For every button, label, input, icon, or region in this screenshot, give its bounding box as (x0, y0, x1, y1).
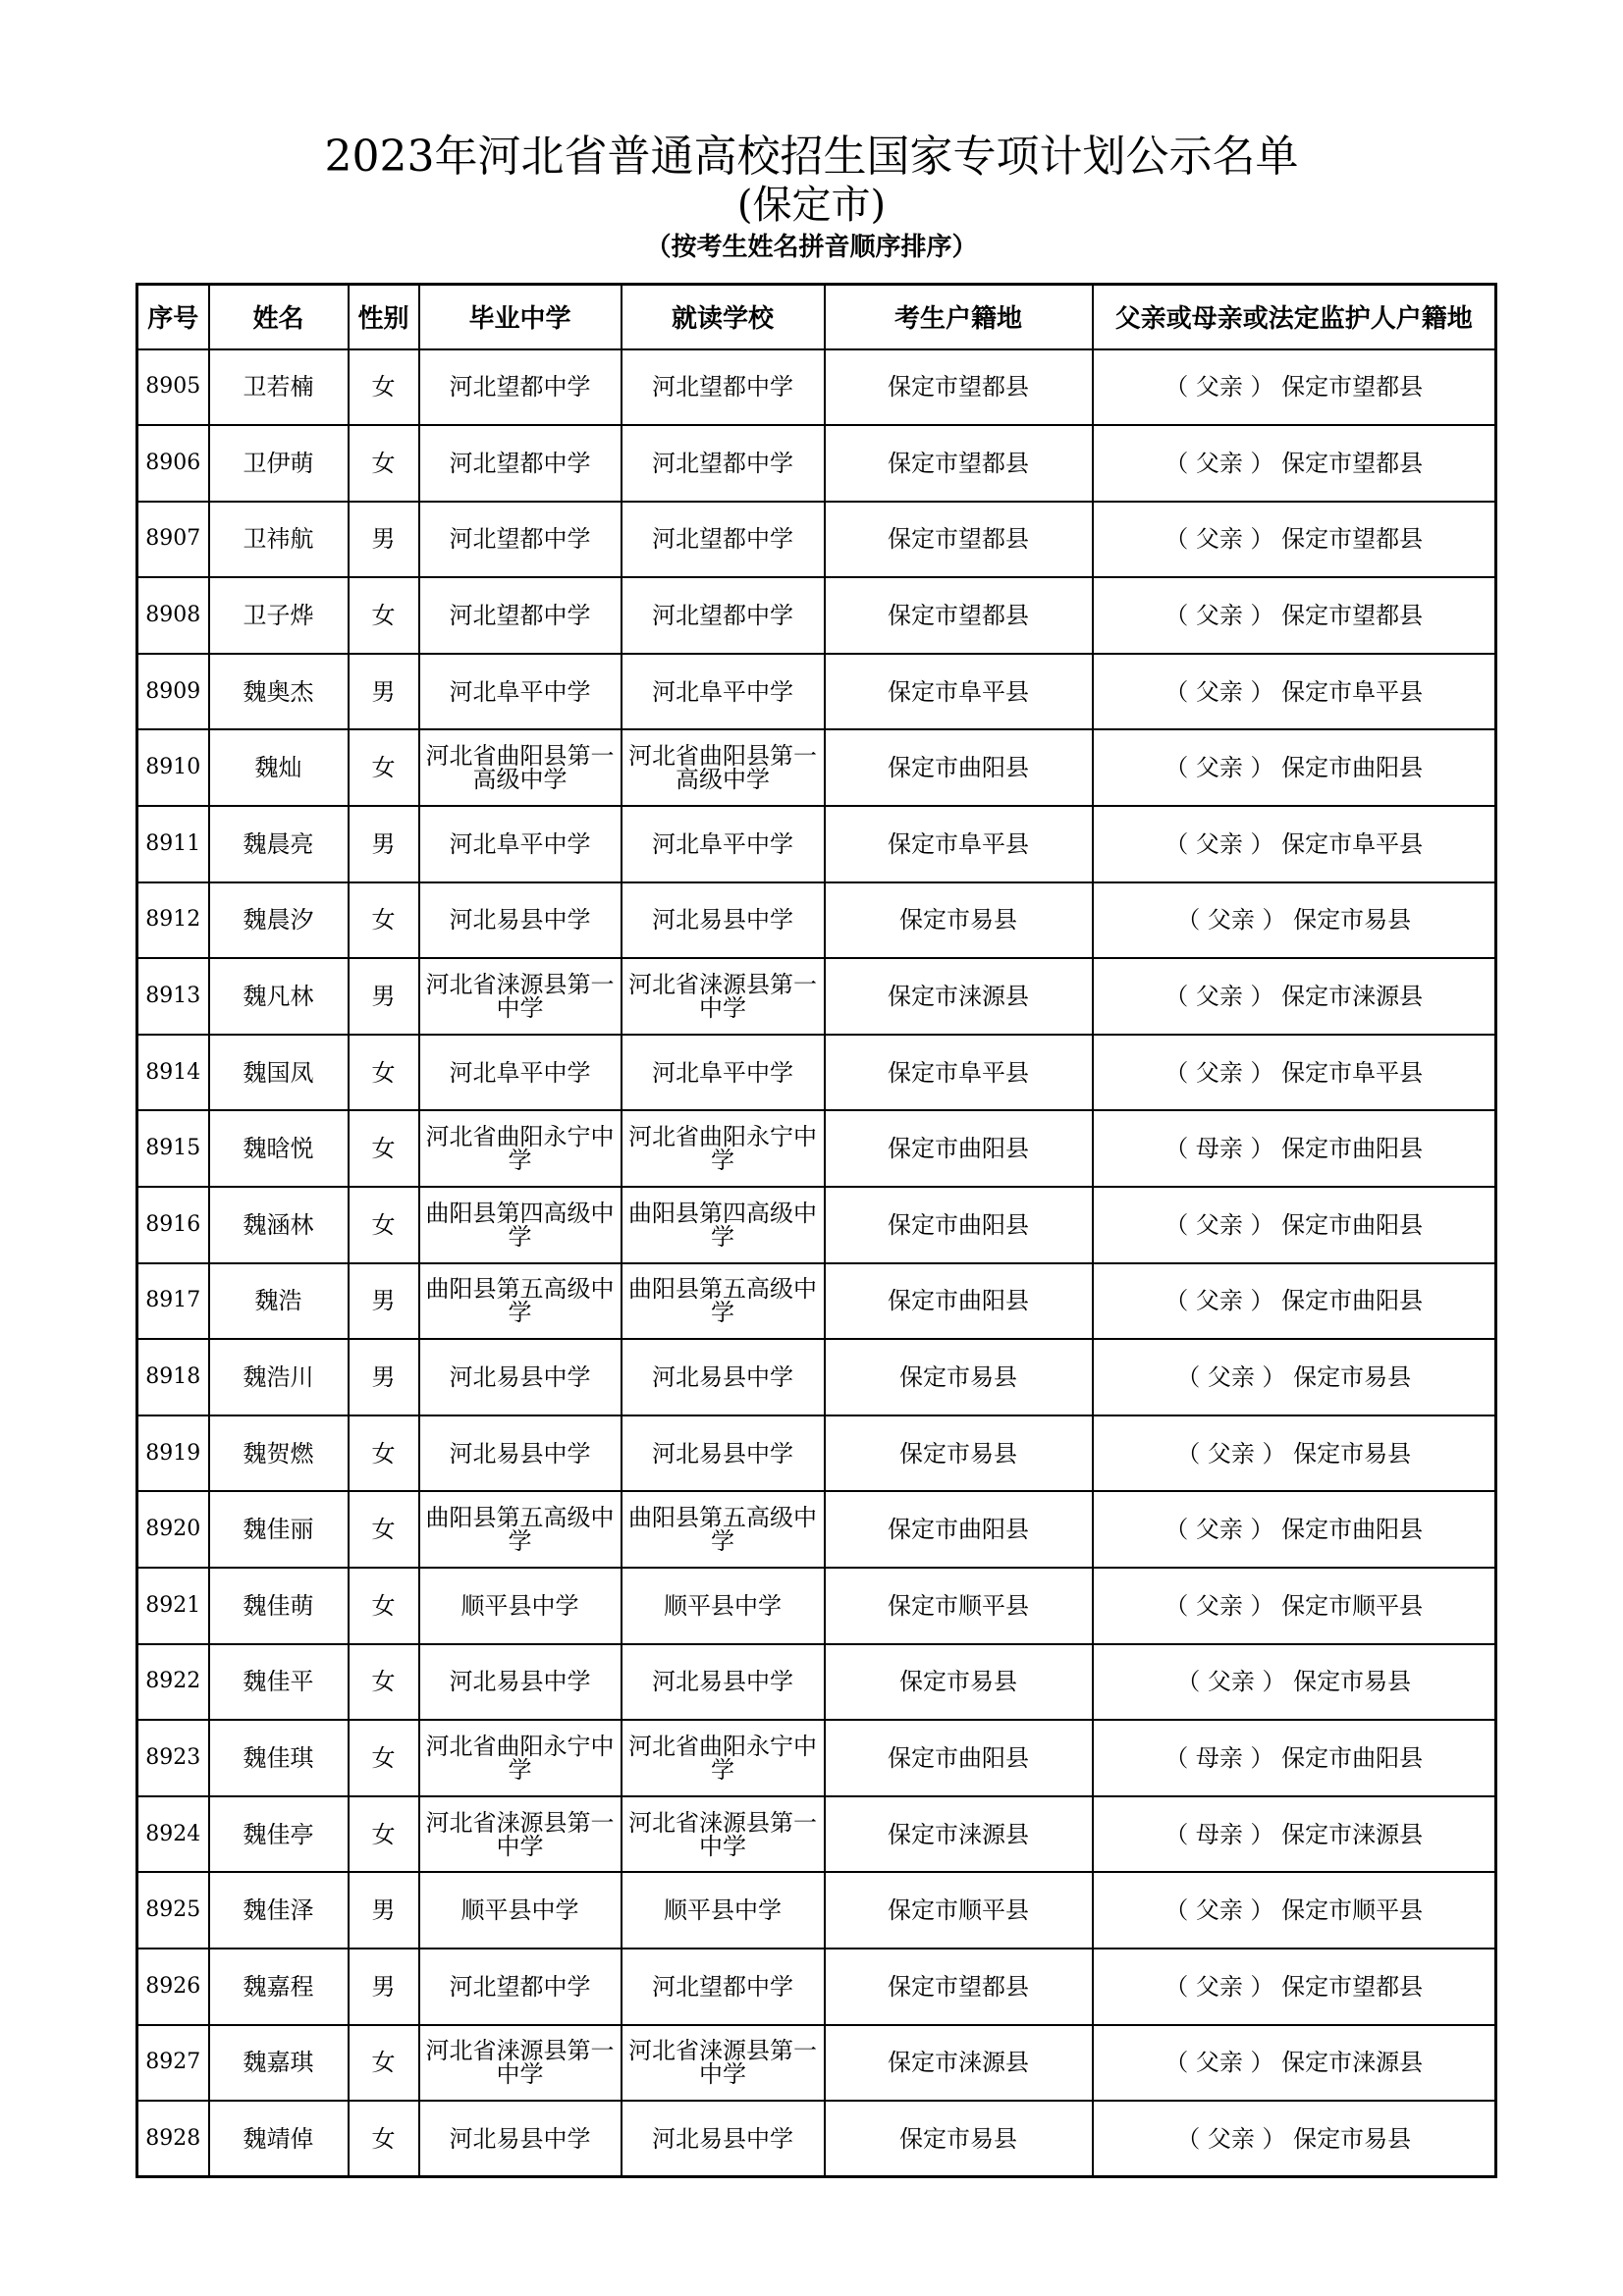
cell-gender: 女 (349, 1110, 419, 1187)
cell-current-school: 河北易县中学 (622, 1415, 825, 1492)
cell-graduated-school: 河北阜平中学 (419, 654, 622, 730)
header-name: 姓名 (209, 285, 349, 349)
cell-graduated-school: 河北易县中学 (419, 882, 622, 959)
table-row (137, 1339, 1496, 1415)
cell-serial: 8914 (137, 1035, 209, 1111)
cell-graduated-school: 河北望都中学 (419, 425, 622, 502)
cell-guardian-domicile: （ 父亲 ） 保定市望都县 (1093, 502, 1496, 578)
cell-serial: 8918 (137, 1339, 209, 1415)
cell-gender: 女 (349, 1796, 419, 1873)
cell-current-school: 河北省曲阳永宁中学 (622, 1110, 825, 1187)
cell-serial: 8917 (137, 1263, 209, 1340)
cell-current-school: 顺平县中学 (622, 1872, 825, 1949)
cell-graduated-school: 顺平县中学 (419, 1568, 622, 1644)
header-graduated-school: 毕业中学 (419, 285, 622, 349)
cell-candidate-domicile: 保定市曲阳县 (825, 1491, 1093, 1568)
cell-serial: 8905 (137, 349, 209, 426)
cell-gender: 女 (349, 577, 419, 654)
cell-gender: 男 (349, 502, 419, 578)
cell-serial: 8924 (137, 1796, 209, 1873)
cell-current-school: 河北阜平中学 (622, 806, 825, 882)
cell-guardian-domicile: （ 父亲 ） 保定市顺平县 (1093, 1872, 1496, 1949)
cell-current-school: 河北望都中学 (622, 425, 825, 502)
cell-graduated-school: 河北省曲阳县第一高级中学 (419, 729, 622, 806)
header-guardian-domicile: 父亲或母亲或法定监护人户籍地 (1093, 285, 1496, 349)
table-row (137, 1110, 1496, 1187)
cell-current-school: 河北省曲阳永宁中学 (622, 1720, 825, 1796)
cell-current-school: 河北阜平中学 (622, 1035, 825, 1111)
cell-name: 魏晗悦 (209, 1110, 349, 1187)
cell-name: 魏嘉程 (209, 1949, 349, 2025)
cell-gender: 女 (349, 1568, 419, 1644)
cell-candidate-domicile: 保定市阜平县 (825, 1035, 1093, 1111)
cell-graduated-school: 河北望都中学 (419, 577, 622, 654)
cell-guardian-domicile: （ 父亲 ） 保定市曲阳县 (1093, 1491, 1496, 1568)
cell-serial: 8913 (137, 958, 209, 1035)
cell-candidate-domicile: 保定市顺平县 (825, 1872, 1093, 1949)
cell-guardian-domicile: （ 父亲 ） 保定市易县 (1093, 882, 1496, 959)
cell-candidate-domicile: 保定市涞源县 (825, 958, 1093, 1035)
table-row (137, 1644, 1496, 1721)
cell-candidate-domicile: 保定市曲阳县 (825, 1263, 1093, 1340)
cell-current-school: 河北阜平中学 (622, 654, 825, 730)
cell-graduated-school: 曲阳县第五高级中学 (419, 1491, 622, 1568)
cell-gender: 女 (349, 2025, 419, 2102)
cell-graduated-school: 顺平县中学 (419, 1872, 622, 1949)
table-row (137, 729, 1496, 806)
cell-gender: 男 (349, 1949, 419, 2025)
cell-candidate-domicile: 保定市易县 (825, 882, 1093, 959)
page-title: 2023年河北省普通高校招生国家专项计划公示名单 (324, 132, 1299, 182)
cell-name: 魏佳亭 (209, 1796, 349, 1873)
header-current-school: 就读学校 (622, 285, 825, 349)
cell-gender: 男 (349, 806, 419, 882)
table-row (137, 1035, 1496, 1111)
cell-name: 魏涵林 (209, 1187, 349, 1263)
cell-gender: 男 (349, 1872, 419, 1949)
cell-serial: 8916 (137, 1187, 209, 1263)
table-row (137, 577, 1496, 654)
cell-current-school: 河北易县中学 (622, 1644, 825, 1721)
cell-name: 卫子烨 (209, 577, 349, 654)
table-row (137, 1720, 1496, 1796)
table-row (137, 1796, 1496, 1873)
cell-graduated-school: 河北易县中学 (419, 2101, 622, 2177)
table-row (137, 1415, 1496, 1492)
cell-graduated-school: 曲阳县第四高级中学 (419, 1187, 622, 1263)
cell-gender: 男 (349, 654, 419, 730)
cell-candidate-domicile: 保定市曲阳县 (825, 1187, 1093, 1263)
cell-serial: 8907 (137, 502, 209, 578)
cell-graduated-school: 河北易县中学 (419, 1339, 622, 1415)
cell-graduated-school: 河北省涞源县第一中学 (419, 1796, 622, 1873)
cell-candidate-domicile: 保定市曲阳县 (825, 729, 1093, 806)
cell-serial: 8921 (137, 1568, 209, 1644)
cell-guardian-domicile: （ 父亲 ） 保定市易县 (1093, 2101, 1496, 2177)
cell-guardian-domicile: （ 父亲 ） 保定市易县 (1093, 1415, 1496, 1492)
cell-name: 魏靖倬 (209, 2101, 349, 2177)
header-candidate-domicile: 考生户籍地 (825, 285, 1093, 349)
cell-guardian-domicile: （ 父亲 ） 保定市曲阳县 (1093, 1187, 1496, 1263)
cell-graduated-school: 河北易县中学 (419, 1644, 622, 1721)
cell-gender: 女 (349, 1415, 419, 1492)
cell-candidate-domicile: 保定市阜平县 (825, 806, 1093, 882)
cell-graduated-school: 河北省涞源县第一中学 (419, 958, 622, 1035)
cell-serial: 8922 (137, 1644, 209, 1721)
cell-name: 卫伊萌 (209, 425, 349, 502)
cell-candidate-domicile: 保定市曲阳县 (825, 1110, 1093, 1187)
cell-current-school: 顺平县中学 (622, 1568, 825, 1644)
cell-guardian-domicile: （ 父亲 ） 保定市易县 (1093, 1644, 1496, 1721)
cell-name: 魏浩川 (209, 1339, 349, 1415)
cell-current-school: 河北省曲阳县第一高级中学 (622, 729, 825, 806)
cell-serial: 8906 (137, 425, 209, 502)
cell-serial: 8912 (137, 882, 209, 959)
cell-guardian-domicile: （ 父亲 ） 保定市涞源县 (1093, 958, 1496, 1035)
cell-gender: 男 (349, 958, 419, 1035)
table-row (137, 1263, 1496, 1340)
cell-gender: 女 (349, 1187, 419, 1263)
cell-name: 魏佳泽 (209, 1872, 349, 1949)
table-row (137, 1872, 1496, 1949)
cell-guardian-domicile: （ 父亲 ） 保定市曲阳县 (1093, 729, 1496, 806)
cell-guardian-domicile: （ 母亲 ） 保定市曲阳县 (1093, 1110, 1496, 1187)
cell-serial: 8915 (137, 1110, 209, 1187)
cell-current-school: 河北易县中学 (622, 2101, 825, 2177)
cell-serial: 8910 (137, 729, 209, 806)
cell-current-school: 河北省涞源县第一中学 (622, 2025, 825, 2102)
cell-guardian-domicile: （ 父亲 ） 保定市涞源县 (1093, 2025, 1496, 2102)
cell-current-school: 曲阳县第四高级中学 (622, 1187, 825, 1263)
table-row (137, 502, 1496, 578)
table-header-row (137, 285, 1496, 349)
cell-current-school: 河北易县中学 (622, 882, 825, 959)
table-row (137, 2025, 1496, 2102)
cell-name: 魏佳丽 (209, 1491, 349, 1568)
cell-name: 魏晨亮 (209, 806, 349, 882)
table-row (137, 1568, 1496, 1644)
cell-name: 魏佳平 (209, 1644, 349, 1721)
cell-guardian-domicile: （ 母亲 ） 保定市涞源县 (1093, 1796, 1496, 1873)
cell-current-school: 河北望都中学 (622, 577, 825, 654)
cell-gender: 男 (349, 1263, 419, 1340)
cell-serial: 8919 (137, 1415, 209, 1492)
table-row (137, 1949, 1496, 2025)
cell-candidate-domicile: 保定市易县 (825, 2101, 1093, 2177)
table-row (137, 1491, 1496, 1568)
cell-current-school: 曲阳县第五高级中学 (622, 1263, 825, 1340)
cell-guardian-domicile: （ 父亲 ） 保定市望都县 (1093, 1949, 1496, 2025)
cell-gender: 女 (349, 882, 419, 959)
cell-candidate-domicile: 保定市易县 (825, 1415, 1093, 1492)
cell-candidate-domicile: 保定市易县 (825, 1644, 1093, 1721)
cell-serial: 8909 (137, 654, 209, 730)
cell-gender: 女 (349, 2101, 419, 2177)
cell-guardian-domicile: （ 父亲 ） 保定市阜平县 (1093, 654, 1496, 730)
cell-candidate-domicile: 保定市涞源县 (825, 2025, 1093, 2102)
cell-name: 魏灿 (209, 729, 349, 806)
cell-current-school: 河北望都中学 (622, 1949, 825, 2025)
cell-name: 魏奥杰 (209, 654, 349, 730)
cell-candidate-domicile: 保定市望都县 (825, 425, 1093, 502)
cell-candidate-domicile: 保定市望都县 (825, 577, 1093, 654)
cell-name: 卫若楠 (209, 349, 349, 426)
cell-current-school: 河北望都中学 (622, 349, 825, 426)
cell-guardian-domicile: （ 父亲 ） 保定市望都县 (1093, 425, 1496, 502)
table-row (137, 806, 1496, 882)
cell-gender: 女 (349, 1644, 419, 1721)
cell-current-school: 河北望都中学 (622, 502, 825, 578)
cell-current-school: 曲阳县第五高级中学 (622, 1491, 825, 1568)
table-row (137, 425, 1496, 502)
cell-current-school: 河北省涞源县第一中学 (622, 958, 825, 1035)
cell-graduated-school: 河北望都中学 (419, 1949, 622, 2025)
cell-graduated-school: 河北省曲阳永宁中学 (419, 1110, 622, 1187)
cell-graduated-school: 曲阳县第五高级中学 (419, 1263, 622, 1340)
cell-serial: 8928 (137, 2101, 209, 2177)
cell-name: 魏贺燃 (209, 1415, 349, 1492)
cell-serial: 8923 (137, 1720, 209, 1796)
cell-gender: 女 (349, 1035, 419, 1111)
cell-candidate-domicile: 保定市顺平县 (825, 1568, 1093, 1644)
sort-note: （按考生姓名拼音顺序排序） (645, 233, 978, 262)
cell-candidate-domicile: 保定市望都县 (825, 349, 1093, 426)
cell-name: 魏浩 (209, 1263, 349, 1340)
cell-candidate-domicile: 保定市阜平县 (825, 654, 1093, 730)
cell-current-school: 河北易县中学 (622, 1339, 825, 1415)
table-row (137, 349, 1496, 426)
cell-graduated-school: 河北望都中学 (419, 349, 622, 426)
cell-current-school: 河北省涞源县第一中学 (622, 1796, 825, 1873)
cell-serial: 8926 (137, 1949, 209, 2025)
cell-guardian-domicile: （ 母亲 ） 保定市曲阳县 (1093, 1720, 1496, 1796)
cell-serial: 8911 (137, 806, 209, 882)
candidate-table (135, 283, 1497, 2178)
cell-name: 魏佳萌 (209, 1568, 349, 1644)
cell-graduated-school: 河北阜平中学 (419, 806, 622, 882)
table-row (137, 958, 1496, 1035)
cell-guardian-domicile: （ 父亲 ） 保定市阜平县 (1093, 1035, 1496, 1111)
cell-gender: 女 (349, 1720, 419, 1796)
cell-graduated-school: 河北省曲阳永宁中学 (419, 1720, 622, 1796)
table-row (137, 654, 1496, 730)
table-row (137, 882, 1496, 959)
cell-candidate-domicile: 保定市望都县 (825, 502, 1093, 578)
cell-serial: 8920 (137, 1491, 209, 1568)
cell-guardian-domicile: （ 父亲 ） 保定市望都县 (1093, 577, 1496, 654)
cell-name: 魏国凤 (209, 1035, 349, 1111)
table-row (137, 1187, 1496, 1263)
header-gender: 性别 (349, 285, 419, 349)
cell-graduated-school: 河北易县中学 (419, 1415, 622, 1492)
cell-guardian-domicile: （ 父亲 ） 保定市曲阳县 (1093, 1263, 1496, 1340)
cell-guardian-domicile: （ 父亲 ） 保定市阜平县 (1093, 806, 1496, 882)
header-serial: 序号 (137, 285, 209, 349)
cell-candidate-domicile: 保定市涞源县 (825, 1796, 1093, 1873)
cell-name: 卫祎航 (209, 502, 349, 578)
cell-candidate-domicile: 保定市易县 (825, 1339, 1093, 1415)
cell-gender: 女 (349, 1491, 419, 1568)
cell-graduated-school: 河北望都中学 (419, 502, 622, 578)
cell-serial: 8925 (137, 1872, 209, 1949)
table-row (137, 2101, 1496, 2177)
cell-name: 魏晨汐 (209, 882, 349, 959)
cell-candidate-domicile: 保定市曲阳县 (825, 1720, 1093, 1796)
cell-guardian-domicile: （ 父亲 ） 保定市易县 (1093, 1339, 1496, 1415)
page-subtitle: (保定市) (736, 183, 887, 228)
cell-name: 魏佳琪 (209, 1720, 349, 1796)
cell-graduated-school: 河北阜平中学 (419, 1035, 622, 1111)
cell-graduated-school: 河北省涞源县第一中学 (419, 2025, 622, 2102)
cell-gender: 女 (349, 349, 419, 426)
cell-guardian-domicile: （ 父亲 ） 保定市望都县 (1093, 349, 1496, 426)
cell-name: 魏嘉琪 (209, 2025, 349, 2102)
table-body (137, 349, 1496, 2177)
cell-serial: 8927 (137, 2025, 209, 2102)
cell-guardian-domicile: （ 父亲 ） 保定市顺平县 (1093, 1568, 1496, 1644)
cell-gender: 女 (349, 425, 419, 502)
cell-name: 魏凡林 (209, 958, 349, 1035)
cell-gender: 男 (349, 1339, 419, 1415)
cell-candidate-domicile: 保定市望都县 (825, 1949, 1093, 2025)
cell-gender: 女 (349, 729, 419, 806)
cell-serial: 8908 (137, 577, 209, 654)
